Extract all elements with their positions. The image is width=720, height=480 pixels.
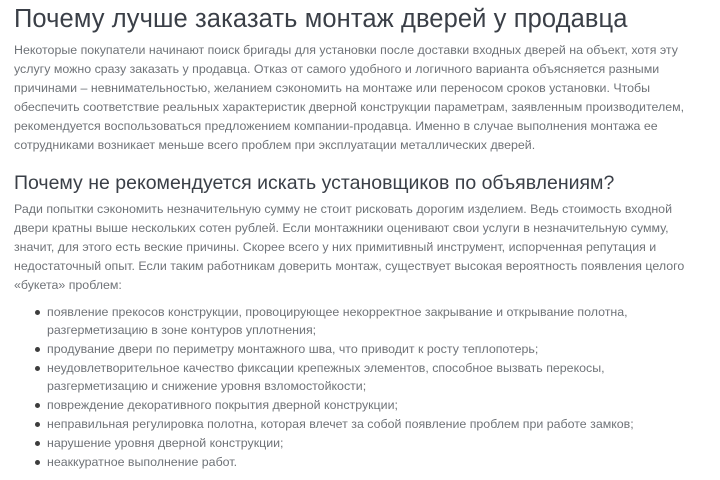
list-item: [14, 359, 674, 395]
list-item-text: неудовлетворительное качество фиксации крепежных элементов, способное вызвать перекосы, разгерметизацию и снижение уровня взломостойкости;: [47, 361, 605, 393]
list-item-text: повреждение декоративного покрытия дверной конструкции;: [47, 398, 398, 412]
list-item: [14, 396, 674, 414]
intro-paragraph: Некоторые покупатели начинают поиск бригады для установки после доставки входных дверей на объект, хотя эту услугу можно сразу заказать у продавца. Отказ от самого удобного и логичного варианта объясняется разными причинами – невнимательностью, желанием сэкономить на монтаже или переносом сроков установки. Чтобы обеспечить соответствие реальных характеристик дверной конструкции параметрам, заявленным производителем, рекомендуется воспользоваться предложением компании-продавца. Именно в случае выполнения монтажа ее сотрудниками возникает меньше всего проблем при эксплуатации металлических дверей.: [14, 43, 685, 152]
list-item: [14, 340, 674, 358]
list-item-text: неаккуратное выполнение работ.: [47, 455, 238, 469]
section-heading: Почему не рекомендуется искать установщиков по объявлениям?: [14, 172, 615, 194]
section-paragraph: Ради попытки сэкономить незначительную сумму не стоит рисковать дорогим изделием. Ведь стоимость входной двери кратны выше нескольких сотен рублей. Если монтажники оценивают свои услуги в незначительную сумму, значит, для этого есть веские причины. Скорее всего у них примитивный инструмент, испорченная репутация и недостаточный опыт. Если таким работникам доверить монтаж, существует высокая вероятность появления целого «букета» проблем:: [14, 202, 685, 292]
list-item: [14, 434, 674, 452]
article: [14, 0, 714, 472]
bullet-icon: [35, 347, 40, 352]
bullet-icon: [35, 460, 40, 465]
problems-list: [14, 303, 674, 471]
list-item-text: нарушение уровня дверной конструкции;: [47, 436, 284, 450]
bullet-icon: [35, 422, 40, 427]
bullet-icon: [35, 366, 40, 371]
bullet-icon: [35, 403, 40, 408]
list-item: [14, 415, 674, 433]
bullet-icon: [35, 310, 40, 315]
list-item-text: неправильная регулировка полотна, которая влечет за собой появление проблем при работе замков;: [47, 417, 634, 431]
list-item: [14, 453, 674, 471]
page-title: Почему лучше заказать монтаж дверей у продавца: [14, 5, 628, 33]
list-item-text: появление прекосов конструкции, провоцирующее некорректное закрывание и открывание полотна, разгерметизацию в зоне контуров уплотнения;: [47, 305, 628, 337]
list-item-text: продувание двери по периметру монтажного шва, что приводит к росту теплопотерь;: [47, 342, 539, 356]
bullet-icon: [35, 441, 40, 446]
list-item: [14, 303, 674, 339]
